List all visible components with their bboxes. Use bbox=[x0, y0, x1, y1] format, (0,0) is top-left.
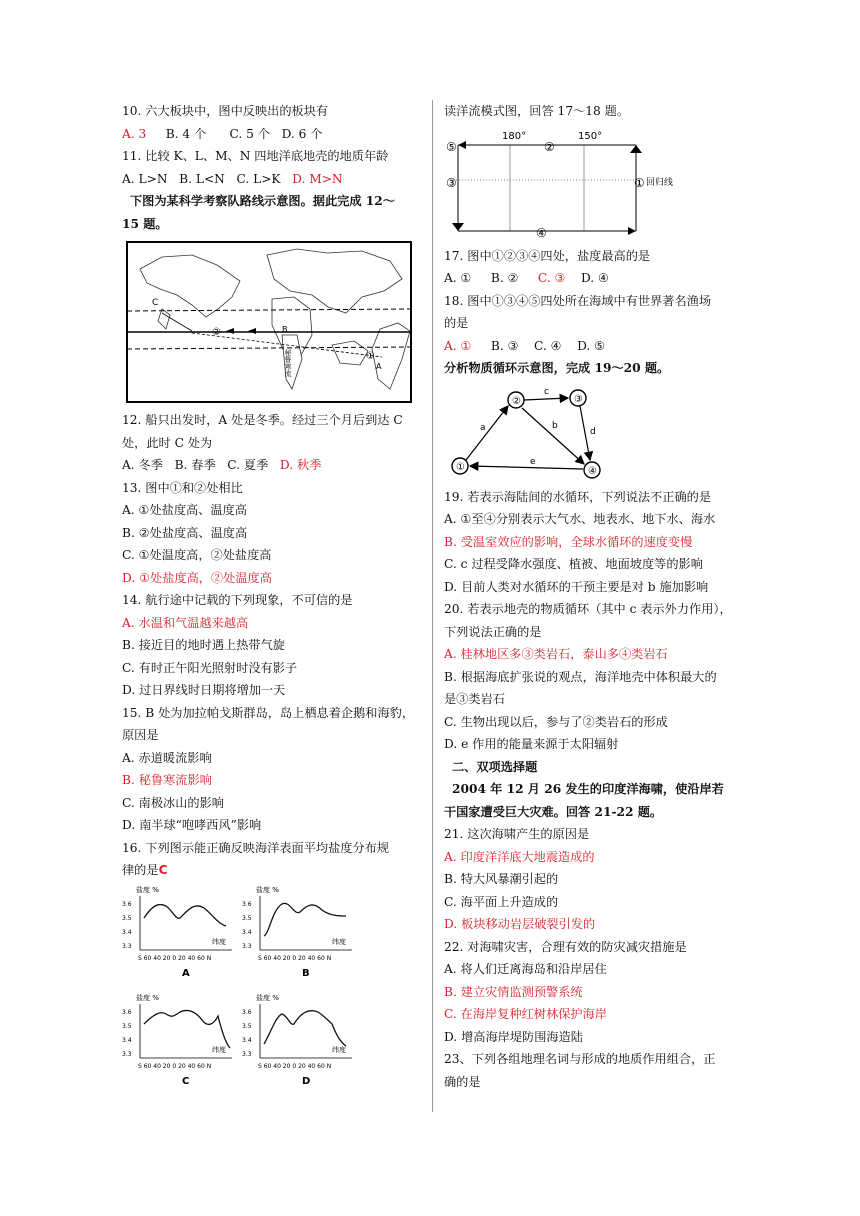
q12-option-d: D. 秋季 bbox=[279, 458, 322, 472]
salinity-ytick: 3.5 bbox=[122, 1022, 132, 1030]
point-1: ① bbox=[634, 175, 645, 190]
salinity-curve bbox=[264, 1010, 346, 1045]
salinity-ytick: 3.5 bbox=[122, 914, 132, 922]
q20-option-b-line2: 是③类岩石 bbox=[444, 692, 505, 706]
q18-stem-line2: 的是 bbox=[444, 316, 469, 330]
q14-option-d: D. 过日界线时日期将增加一天 bbox=[122, 683, 286, 697]
expedition-map-svg bbox=[122, 239, 414, 405]
salinity-xticks: S 60 40 20 0 20 40 60 N bbox=[138, 954, 212, 962]
intro-21-line2: 干国家遭受巨大灾难。回答 21-22 题。 bbox=[444, 804, 663, 819]
salinity-panel-a bbox=[122, 885, 232, 979]
salinity-panel-b bbox=[242, 885, 352, 979]
cycle-edge-a: a bbox=[480, 422, 486, 433]
q15-option-d: D. 南半球“咆哮西风”影响 bbox=[122, 818, 262, 832]
salinity-xticks: S 60 40 20 0 20 40 60 N bbox=[138, 1062, 212, 1070]
salinity-ytick: 3.6 bbox=[242, 1008, 252, 1016]
q21-option-b: B. 特大风暴潮引起的 bbox=[444, 872, 559, 886]
q19-option-c: C. c 过程受降水强度、植被、地面坡度等的影响 bbox=[444, 557, 703, 571]
cycle-node-3: ③ bbox=[574, 393, 583, 405]
q13-option-c: C. ①处温度高，②处盐度高 bbox=[122, 548, 272, 562]
q14-option-b: B. 接近目的地时遇上热带气旋 bbox=[122, 638, 285, 652]
salinity-ytick: 3.5 bbox=[242, 914, 252, 922]
salinity-ytick: 3.4 bbox=[122, 1036, 132, 1044]
q10-option-b: B. 4 个 bbox=[165, 126, 207, 141]
point-2: ② bbox=[544, 139, 555, 154]
salinity-ylabel: 盐度 % bbox=[256, 885, 279, 894]
intro-12-line2: 15 题。 bbox=[122, 216, 168, 231]
q15-option-a: A. 赤道暖流影响 bbox=[122, 750, 212, 765]
salinity-panel-label: C bbox=[182, 1075, 190, 1087]
map-label-2: ② bbox=[212, 327, 221, 338]
ocean-current-diagram bbox=[444, 123, 744, 245]
map-label-peru-current: 秘鲁寒流 bbox=[284, 349, 292, 377]
salinity-xlabel: 纬度 bbox=[332, 937, 346, 946]
q12-stem-line1: 12. 船只出发时，A 处是冬季。经过三个月后到达 C bbox=[122, 413, 403, 427]
lon-180-label: 180° bbox=[502, 130, 527, 142]
salinity-xticks: S 60 40 20 0 20 40 60 N bbox=[258, 1062, 332, 1070]
salinity-panel-label: D bbox=[302, 1075, 311, 1087]
cycle-edge-b: b bbox=[552, 420, 558, 431]
cycle-node-2: ② bbox=[512, 395, 521, 407]
q22-option-b: B. 建立灾情监测预警系统 bbox=[444, 984, 583, 999]
cycle-node-4: ④ bbox=[588, 465, 597, 477]
q14-option-a: A. 水温和气温越来越高 bbox=[122, 615, 249, 630]
map-label-a: A bbox=[376, 362, 382, 371]
q16-stem-text: 律的是 bbox=[122, 863, 159, 877]
q20-stem-line2: 下列说法正确的是 bbox=[444, 624, 542, 639]
material-cycle-diagram bbox=[444, 380, 744, 486]
q12-stem-line2: 处，此时 C 处为 bbox=[122, 435, 213, 450]
cycle-edge-d: d bbox=[590, 426, 596, 437]
q17-option-b: B. ② bbox=[490, 271, 519, 285]
q23-stem-line1: 23、下列各组地理名词与形成的地质作用组合，正 bbox=[444, 1052, 716, 1066]
lon-150-label: 150° bbox=[578, 130, 603, 142]
q22-stem: 22. 对海啸灾害，合理有效的防灾减灾措施是 bbox=[444, 939, 687, 954]
map-label-b: B bbox=[282, 325, 288, 334]
map-label-1: ① bbox=[366, 351, 375, 362]
intro-12-line1: 下图为某科学考察队路线示意图。据此完成 12～ bbox=[130, 194, 395, 208]
q13-option-b: B. ②处盐度高、温度高 bbox=[122, 525, 248, 540]
salinity-ytick: 3.3 bbox=[242, 942, 252, 950]
salinity-charts bbox=[122, 884, 422, 1102]
cycle-node-1: ① bbox=[456, 461, 465, 473]
q20-option-b-line1: B. 根据海底扩张说的观点，海洋地壳中体积最大的 bbox=[444, 669, 717, 684]
q18-option-c: C. ④ bbox=[534, 338, 562, 353]
q10-option-c: C. 5 个 bbox=[229, 126, 270, 141]
q10-option-d: D. 6 个 bbox=[281, 126, 323, 141]
salinity-xlabel: 纬度 bbox=[332, 1045, 346, 1054]
q15-stem-line2: 原因是 bbox=[122, 728, 159, 742]
q11-option-a: A. L>N bbox=[122, 171, 168, 186]
salinity-ytick: 3.5 bbox=[242, 1022, 252, 1030]
q18-stem-line1: 18. 图中①③④⑤四处所在海域中有世界著名渔场 bbox=[444, 293, 712, 308]
q18-options bbox=[444, 335, 744, 358]
intro-17: 读洋流模式图，回答 17～18 题。 bbox=[444, 104, 630, 118]
q13-option-d: D. ①处盐度高，②处温度高 bbox=[122, 570, 272, 585]
salinity-ytick: 3.4 bbox=[242, 1036, 252, 1044]
salinity-charts-svg bbox=[122, 884, 362, 1100]
point-3: ③ bbox=[446, 175, 457, 190]
q17-options bbox=[444, 267, 744, 290]
q23-stem-line2: 确的是 bbox=[444, 1074, 481, 1089]
ocean-current-svg bbox=[444, 123, 674, 243]
salinity-curve bbox=[144, 1010, 230, 1048]
q21-option-d: D. 板块移动岩层破裂引发的 bbox=[444, 917, 596, 931]
q11-option-d: D. M>N bbox=[292, 171, 343, 186]
salinity-curve bbox=[264, 903, 346, 936]
q21-stem: 21. 这次海啸产生的原因是 bbox=[444, 827, 590, 841]
expedition-map bbox=[122, 239, 422, 409]
salinity-ytick: 3.3 bbox=[242, 1050, 252, 1058]
salinity-ylabel: 盐度 % bbox=[136, 885, 159, 894]
q10-options bbox=[122, 123, 422, 146]
salinity-ytick: 3.3 bbox=[122, 942, 132, 950]
q17-option-c: C. ③ bbox=[537, 271, 566, 285]
q10-stem: 10. 六大板块中，图中反映出的板块有 bbox=[122, 104, 329, 118]
salinity-panel-label: B bbox=[302, 967, 310, 979]
q15-option-c: C. 南极冰山的影响 bbox=[122, 795, 224, 810]
q15-option-b: B. 秘鲁寒流影响 bbox=[122, 773, 212, 787]
map-label-c: C bbox=[152, 298, 159, 308]
intro-21-line1: 2004 年 12 月 26 发生的印度洋海啸，使沿岸若 bbox=[452, 782, 724, 796]
salinity-panel-d bbox=[242, 993, 352, 1087]
salinity-ytick: 3.6 bbox=[122, 1008, 132, 1016]
q14-stem: 14. 航行途中记载的下列现象，不可信的是 bbox=[122, 593, 353, 607]
q15-stem-line1: 15. B 处为加拉帕戈斯群岛，岛上栖息着企鹅和海豹， bbox=[122, 705, 415, 720]
q16-answer: C bbox=[158, 863, 168, 877]
q12-options bbox=[122, 454, 422, 477]
salinity-xticks: S 60 40 20 0 20 40 60 N bbox=[258, 954, 332, 962]
q21-option-a: A. 印度洋洋底大地震造成的 bbox=[444, 849, 595, 864]
q16-stem-line2 bbox=[122, 859, 422, 882]
right-column bbox=[444, 100, 744, 1093]
q19-option-b: B. 受温室效应的影响，全球水循环的速度变慢 bbox=[444, 534, 693, 549]
salinity-ylabel: 盐度 % bbox=[256, 993, 279, 1002]
left-column bbox=[122, 100, 422, 1102]
salinity-ytick: 3.3 bbox=[122, 1050, 132, 1058]
q22-option-d: D. 增高海岸堤防围海造陆 bbox=[444, 1029, 583, 1044]
q18-option-d: D. ⑤ bbox=[577, 338, 606, 353]
q19-option-a: A. ①至④分别表示大气水、地表水、地下水、海水 bbox=[444, 512, 716, 526]
q12-option-b: B. 春季 bbox=[174, 458, 216, 472]
q22-option-c: C. 在海岸复种红树林保护海岸 bbox=[444, 1007, 607, 1021]
q20-option-c: C. 生物出现以后，参与了②类岩石的形成 bbox=[444, 714, 668, 729]
q11-stem: 11. 比较 K、L、M、N 四地洋底地壳的地质年龄 bbox=[122, 149, 389, 163]
q13-stem: 13. 图中①和②处相比 bbox=[122, 480, 243, 495]
q11-options bbox=[122, 168, 422, 191]
q22-option-a: A. 将人们迁离海岛和沿岸居住 bbox=[444, 962, 607, 976]
q19-stem: 19. 若表示海陆间的水循环，下列说法不正确的是 bbox=[444, 489, 712, 504]
salinity-ytick: 3.6 bbox=[122, 900, 132, 908]
q20-option-a: A. 桂林地区多③类岩石，泰山多④类岩石 bbox=[444, 647, 668, 661]
q20-stem-line1: 20. 若表示地壳的物质循环（其中 c 表示外力作用）， bbox=[444, 602, 732, 616]
salinity-xlabel: 纬度 bbox=[212, 937, 226, 946]
salinity-ytick: 3.4 bbox=[122, 928, 132, 936]
q13-option-a: A. ①处盐度高、温度高 bbox=[122, 503, 247, 517]
q11-option-b: B. L<N bbox=[179, 171, 225, 186]
material-cycle-svg bbox=[444, 380, 664, 484]
point-5: ⑤ bbox=[446, 139, 457, 154]
q19-option-d: D. 目前人类对水循环的干预主要是对 b 施加影响 bbox=[444, 579, 709, 594]
salinity-curve bbox=[144, 904, 226, 926]
q10-option-a: A. 3 bbox=[122, 126, 147, 141]
salinity-ytick: 3.4 bbox=[242, 928, 252, 936]
salinity-ytick: 3.6 bbox=[242, 900, 252, 908]
salinity-xlabel: 纬度 bbox=[212, 1045, 226, 1054]
q20-option-d: D. e 作用的能量来源于太阳辐射 bbox=[444, 737, 619, 751]
salinity-panel-c bbox=[122, 993, 232, 1087]
q18-option-a: A. ① bbox=[444, 338, 472, 353]
intro-19: 分析物质循环示意图，完成 19～20 题。 bbox=[444, 361, 670, 375]
tropic-label: 回归线 bbox=[646, 177, 674, 188]
salinity-panel-label: A bbox=[182, 967, 190, 979]
salinity-ylabel: 盐度 % bbox=[136, 993, 159, 1002]
q16-stem-line1: 16. 下列图示能正确反映海洋表面平均盐度分布规 bbox=[122, 840, 390, 855]
q12-option-a: A. 冬季 bbox=[122, 458, 163, 472]
q14-option-c: C. 有时正午阳光照射时没有影子 bbox=[122, 660, 298, 675]
cycle-edge-c: c bbox=[544, 386, 549, 397]
q12-option-c: C. 夏季 bbox=[227, 458, 269, 472]
section-2-heading: 二、双项选择题 bbox=[452, 759, 538, 774]
q17-option-a: A. ① bbox=[444, 271, 472, 285]
q21-option-c: C. 海平面上升造成的 bbox=[444, 894, 559, 909]
q18-option-b: B. ③ bbox=[490, 338, 519, 353]
cycle-edge-e: e bbox=[530, 456, 536, 467]
q17-option-d: D. ④ bbox=[580, 271, 609, 285]
q11-option-c: C. L>K bbox=[236, 171, 281, 186]
column-divider bbox=[432, 100, 433, 1112]
point-4: ④ bbox=[536, 225, 547, 240]
q17-stem: 17. 图中①②③④四处，盐度最高的是 bbox=[444, 248, 651, 263]
